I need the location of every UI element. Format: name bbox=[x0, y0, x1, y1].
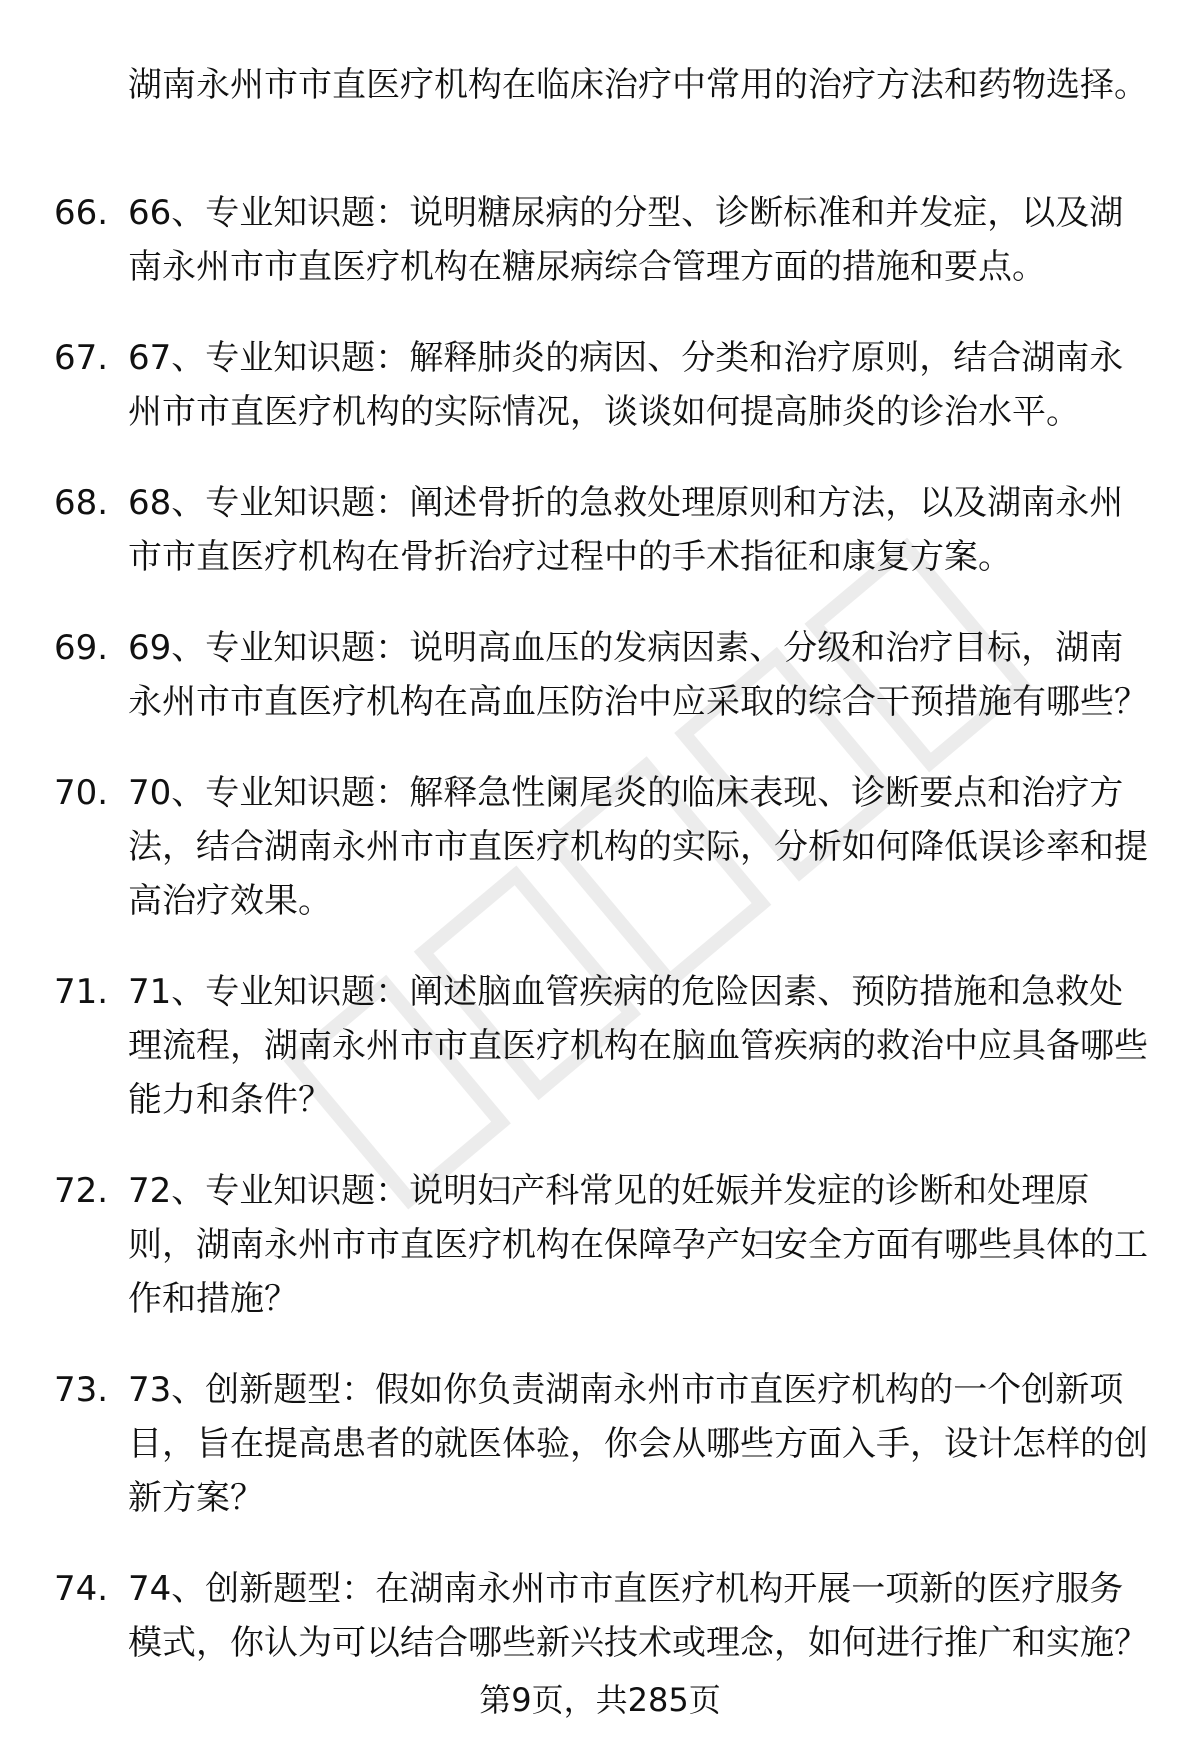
list-item bbox=[0, 476, 1148, 584]
list-item bbox=[0, 186, 1148, 294]
question-text: 72、专业知识题：说明妇产科常见的妊娠并发症的诊断和处理原则，湖南永州市市直医疗机构在保障孕产妇安全方面有哪些具体的工作和措施？ bbox=[128, 1171, 1148, 1319]
question-number: 68. bbox=[54, 483, 109, 523]
question-text: 71、专业知识题：阐述脑血管疾病的危险因素、预防措施和急救处理流程，湖南永州市市直医疗机构在脑血管疾病的救治中应具备哪些能力和条件？ bbox=[128, 972, 1148, 1120]
question-text: 74、创新题型：在湖南永州市市直医疗机构开展一项新的医疗服务模式，你认为可以结合哪些新兴技术或理念，如何进行推广和实施？ bbox=[128, 1569, 1148, 1663]
question-list bbox=[0, 186, 1200, 1707]
list-item bbox=[0, 621, 1148, 729]
page-footer: 第9页，共285页 bbox=[479, 1681, 721, 1719]
question-number: 74. bbox=[54, 1569, 109, 1609]
continued-paragraph: 湖南永州市市直医疗机构在临床治疗中常用的治疗方法和药物选择。 bbox=[128, 65, 1148, 105]
list-item bbox=[0, 331, 1148, 439]
question-number: 73. bbox=[54, 1370, 109, 1410]
question-number: 69. bbox=[54, 628, 109, 668]
list-item bbox=[0, 1164, 1148, 1326]
question-number: 72. bbox=[54, 1171, 109, 1211]
list-item bbox=[0, 1562, 1148, 1670]
question-text: 67、专业知识题：解释肺炎的病因、分类和治疗原则，结合湖南永州市市直医疗机构的实际情况，谈谈如何提高肺炎的诊治水平。 bbox=[128, 338, 1124, 432]
list-item bbox=[0, 965, 1148, 1127]
list-item bbox=[0, 766, 1148, 928]
question-number: 67. bbox=[54, 338, 109, 378]
question-number: 70. bbox=[54, 773, 109, 813]
question-text: 66、专业知识题：说明糖尿病的分型、诊断标准和并发症，以及湖南永州市市直医疗机构在糖尿病综合管理方面的措施和要点。 bbox=[128, 193, 1124, 287]
list-item bbox=[0, 1363, 1148, 1525]
question-text: 73、创新题型：假如你负责湖南永州市市直医疗机构的一个创新项目，旨在提高患者的就医体验，你会从哪些方面入手，设计怎样的创新方案？ bbox=[128, 1370, 1148, 1518]
question-text: 70、专业知识题：解释急性阑尾炎的临床表现、诊断要点和治疗方法，结合湖南永州市市直医疗机构的实际，分析如何降低误诊率和提高治疗效果。 bbox=[128, 773, 1148, 921]
question-number: 71. bbox=[54, 972, 109, 1012]
question-text: 69、专业知识题：说明高血压的发病因素、分级和治疗目标，湖南永州市市直医疗机构在高血压防治中应采取的综合干预措施有哪些？ bbox=[128, 628, 1148, 722]
question-text: 68、专业知识题：阐述骨折的急救处理原则和方法，以及湖南永州市市直医疗机构在骨折治疗过程中的手术指征和康复方案。 bbox=[128, 483, 1124, 577]
question-number: 66. bbox=[54, 193, 109, 233]
